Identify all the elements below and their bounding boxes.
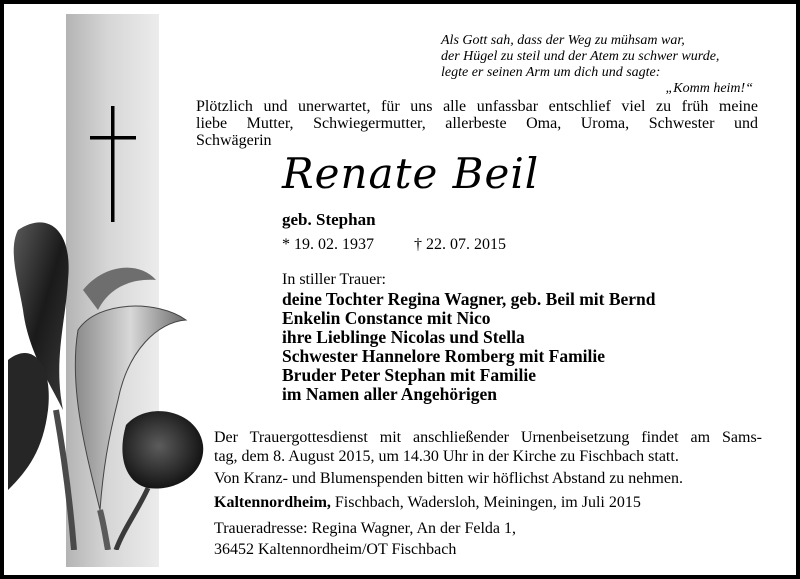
birth-date: * 19. 02. 1937 (282, 236, 374, 253)
intro-line: Schwägerin (196, 132, 272, 149)
intro-line: Plötzlich und unerwartet, für uns alle unfassbar entschlief viel zu früh meine (196, 98, 758, 115)
poem-line: legte er seinen Arm um dich und sagte: (441, 65, 661, 80)
birth-name: geb. Stephan (282, 210, 376, 229)
cross-icon (88, 106, 138, 222)
relatives-list (282, 290, 656, 404)
intro-line: liebe Mutter, Schwiegermutter, allerbeste Oma, Uroma, Schwester und (196, 115, 758, 132)
intro-text (196, 98, 758, 149)
calla-lily-icon (8, 210, 213, 550)
poem-line: der Hügel zu steil und der Atem zu schwer wurde, (441, 49, 720, 64)
death-date: † 22. 07. 2015 (414, 236, 506, 253)
relative-line: deine Tochter Regina Wagner, geb. Beil mit Bernd (282, 289, 656, 309)
relative-line: Schwester Hannelore Romberg mit Familie (282, 346, 606, 366)
mourning-heading: In stiller Trauer: (282, 271, 386, 288)
place-rest: Fischbach, Wadersloh, Meiningen, im Juli 2015 (330, 494, 641, 511)
mourning-address-city: 36452 Kaltennordheim/OT Fischbach (214, 541, 457, 558)
service-line: tag, dem 8. August 2015, um 14.30 Uhr in der Kirche zu Fischbach statt. (214, 448, 679, 465)
life-dates (282, 236, 506, 254)
relative-line: Enkelin Constance mit Nico (282, 308, 491, 328)
poem-quote: „Komm heim!“ (665, 81, 753, 96)
poem (441, 33, 761, 97)
flowers-note: Von Kranz- und Blumenspenden bitten wir höflichst Abstand zu nehmen. (214, 470, 683, 487)
service-line: Der Trauergottesdienst mit anschließender Urnenbeisetzung findet am Sams- (214, 429, 762, 446)
relative-line: ihre Lieblinge Nicolas und Stella (282, 327, 525, 347)
service-text (214, 428, 762, 466)
poem-line: Als Gott sah, dass der Weg zu mühsam war, (441, 33, 685, 48)
relative-line: Bruder Peter Stephan mit Familie (282, 365, 537, 385)
deceased-name: Renate Beil (282, 149, 540, 198)
mourning-address: Traueradresse: Regina Wagner, An der Felda 1, (214, 520, 516, 537)
relative-line: im Namen aller Angehörigen (282, 384, 498, 404)
place-date-line (214, 494, 641, 512)
place-bold: Kaltennordheim, (214, 494, 331, 511)
